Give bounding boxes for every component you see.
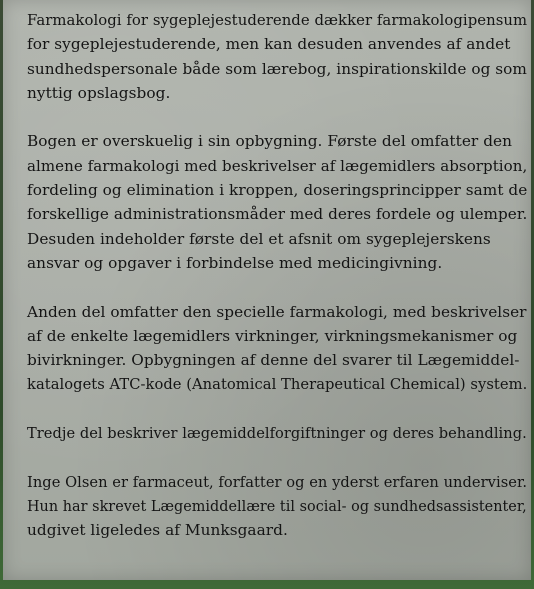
text-line: Farmakologi for sygeplejestuderende dækker farmakologipensum xyxy=(27,11,528,29)
text-line: bivirkninger. Opbygningen af denne del svarer til Lægemiddel- xyxy=(27,351,520,370)
paragraph-part-two xyxy=(27,300,527,397)
text-line: af de enkelte lægemidlers virkninger, virkningsmekanismer og xyxy=(27,326,518,345)
text-line: ansvar og opgaver i forbindelse med medicingivning. xyxy=(27,253,443,272)
text-line: for sygeplejestuderende, men kan desuden anvendes af andet xyxy=(27,35,511,54)
paragraph-author xyxy=(27,470,527,543)
text-line: almene farmakologi med beskrivelser af lægemidlers absorption, xyxy=(27,156,528,175)
book-back-cover xyxy=(3,0,531,580)
text-line: fordeling og elimination i kroppen, doseringsprincipper samt de xyxy=(27,181,528,200)
text-line: Inge Olsen er farmaceut, forfatter og en yderst erfaren underviser. xyxy=(27,472,528,491)
text-line: Tredje del beskriver lægemiddelforgiftninger og deres behandling. xyxy=(27,424,527,443)
text-line: udgivet ligeledes af Munksgaard. xyxy=(27,521,288,540)
text-line: Bogen er overskuelig i sin opbygning. Første del omfatter den xyxy=(27,132,513,151)
text-line: katalogets ATC-kode (Anatomical Therapeutical Chemical) system. xyxy=(27,375,528,394)
paragraph-part-one xyxy=(27,129,527,275)
text-line: Anden del omfatter den specielle farmakologi, med beskrivelser xyxy=(27,302,527,321)
paragraph-part-three xyxy=(27,421,527,445)
text-line: nyttig opslagsbog. xyxy=(27,83,171,102)
blurb-text xyxy=(27,8,527,543)
text-line: sundhedspersonale både som lærebog, inspirationskilde og som xyxy=(27,59,527,78)
text-line: forskellige administrationsmåder med deres fordele og ulemper. xyxy=(27,205,528,224)
text-line: Hun har skrevet Lægemiddellære til social- og sundhedsassistenter, xyxy=(27,496,527,515)
paragraph-intro xyxy=(27,8,527,105)
text-line: Desuden indeholder første del et afsnit om sygeplejerskens xyxy=(27,229,491,248)
